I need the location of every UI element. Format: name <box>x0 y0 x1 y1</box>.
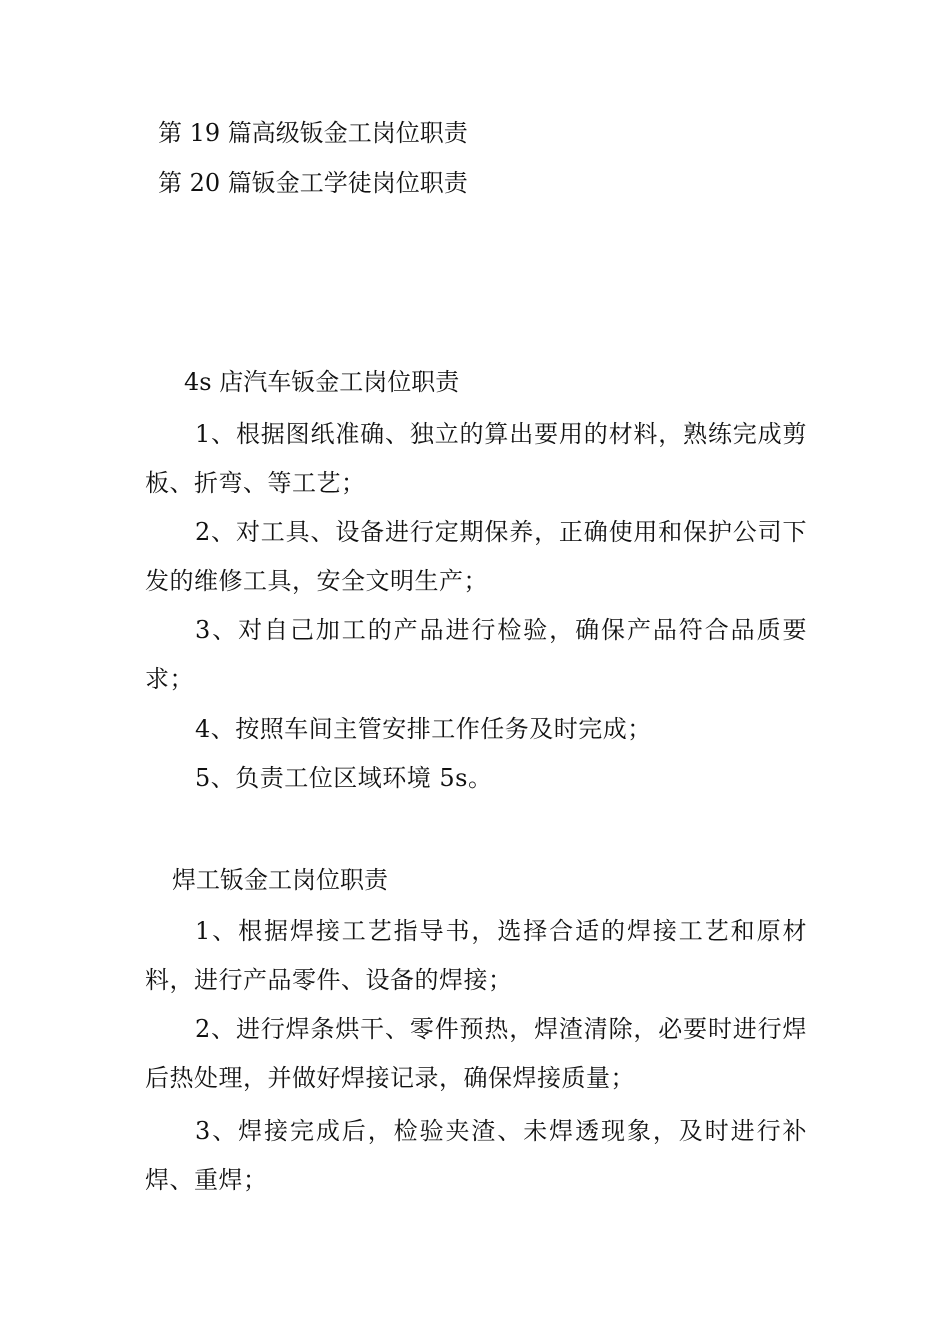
welder-duty-item-2: 2、进行焊条烘干、零件预热，焊渣清除，必要时进行焊后热处理，并做好焊接记录，确保焊接质量； <box>145 1015 807 1092</box>
duty-item-2: 2、对工具、设备进行定期保养，正确使用和保护公司下发的维修工具，安全文明生产； <box>145 518 807 595</box>
section-title-welder-sheet-metal: 焊工钣金工岗位职责 <box>172 866 388 894</box>
duty-item-4: 4、按照车间主管安排工作任务及时完成； <box>195 715 652 743</box>
welder-duty-item-1: 1、根据焊接工艺指导书，选择合适的焊接工艺和原材料，进行产品零件、设备的焊接； <box>145 917 807 994</box>
welder-duty-item-3: 3、焊接完成后，检验夹渣、未焊透现象，及时进行补焊、重焊； <box>145 1117 807 1194</box>
duty-item-1: 1、根据图纸准确、独立的算出要用的材料，熟练完成剪板、折弯、等工艺； <box>145 420 807 497</box>
toc-item-19: 第 19 篇高级钣金工岗位职责 <box>158 119 468 147</box>
section-title-4s-sheet-metal: 4s 店汽车钣金工岗位职责 <box>184 368 460 396</box>
duty-item-3: 3、对自己加工的产品进行检验，确保产品符合品质要求； <box>145 616 807 693</box>
duty-item-5: 5、负责工位区域环境 5s。 <box>195 764 493 792</box>
toc-item-20: 第 20 篇钣金工学徒岗位职责 <box>158 169 468 197</box>
